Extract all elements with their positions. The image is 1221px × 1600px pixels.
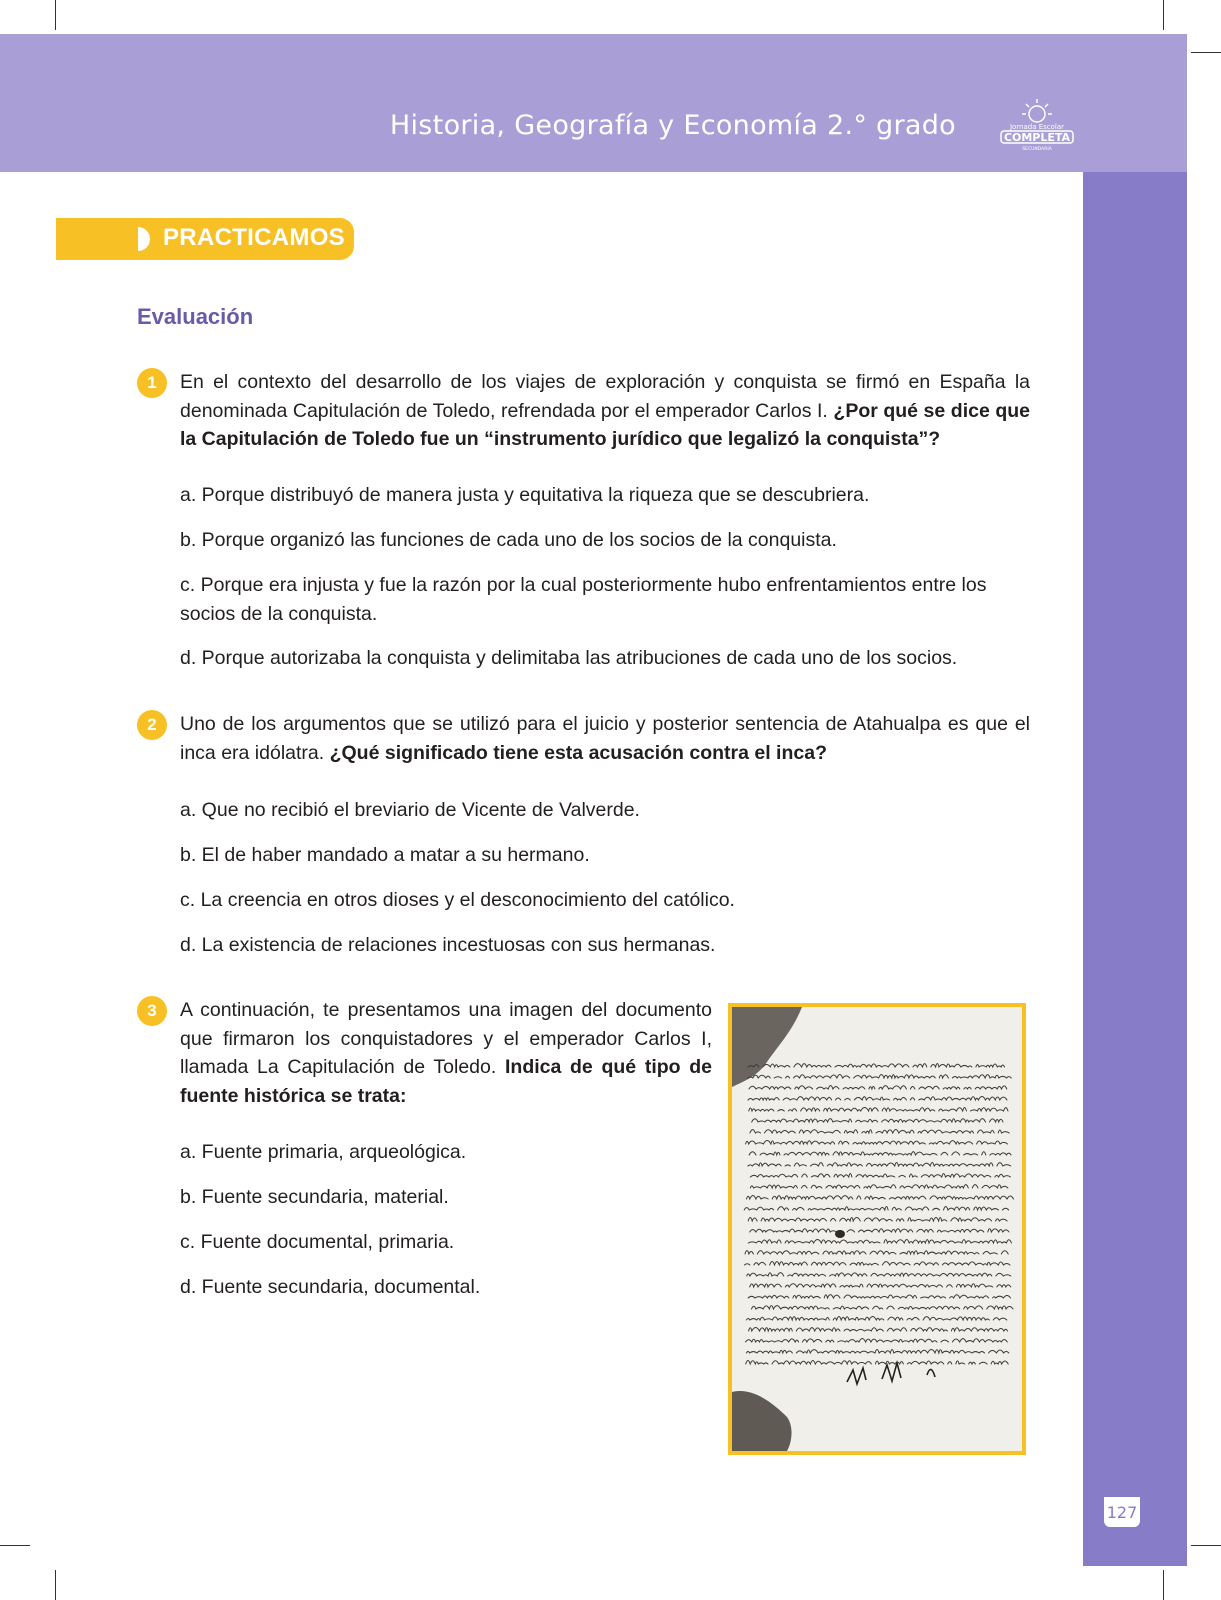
question-1-option-d[interactable]: d. Porque autorizaba la conquista y delimitaba las atribuciones de cada uno de los socios. [180,647,958,669]
crop-mark [0,1545,30,1546]
question-3-option-a[interactable]: a. Fuente primaria, arqueológica. [180,1141,467,1163]
crop-mark [55,0,56,30]
capitulacion-de-toledo-document-image [728,1003,1026,1455]
page-number: 127 [1104,1497,1140,1527]
question-1-option-a[interactable]: a. Porque distribuyó de manera justa y equitativa la riqueza que se descubriera. [180,484,870,506]
banner-arrow-icon [138,227,150,251]
right-sidebar [1083,172,1187,1566]
question-number-badge: 3 [137,996,167,1026]
question-3-question: Indica de qué tipo de fuente histórica se trata: [180,1056,713,1107]
crop-mark [55,1570,56,1600]
question-2-option-b[interactable]: b. El de haber mandado a matar a su hermano. [180,844,590,866]
manuscript-illustration [732,1007,1022,1451]
question-number-badge: 2 [137,710,167,740]
svg-text:Jornada Escolar: Jornada Escolar [1009,123,1065,131]
crop-mark [1191,52,1221,53]
crop-mark [1163,1570,1164,1600]
question-2-question: ¿Qué significado tiene esta acusación contra el inca? [329,741,827,764]
jornada-escolar-completa-logo [996,96,1078,154]
question-2-option-d[interactable]: d. La existencia de relaciones incestuosas con sus hermanas. [180,934,716,956]
question-1-question: ¿Por qué se dice que la Capitulación de Toledo fue un “instrumento jurídico que legalizó la conquista”? [180,399,1031,450]
question-2-text [180,710,1030,767]
svg-text:SECUNDARIA: SECUNDARIA [1022,147,1052,152]
question-1-option-b[interactable]: b. Porque organizó las funciones de cada uno de los socios de la conquista. [180,529,837,551]
question-3-text [180,996,712,1110]
banner-title: PRACTICAMOS [163,224,345,251]
question-2-option-a[interactable]: a. Que no recibió el breviario de Vicente de Valverde. [180,799,640,821]
question-3-option-b[interactable]: b. Fuente secundaria, material. [180,1186,449,1208]
practicamos-banner [56,218,354,260]
section-heading: Evaluación [137,304,254,329]
question-1-prompt: En el contexto del desarrollo de los viajes de exploración y conquista se firmó en España la denominada Capitulación de Toledo, refrendada por el emperador Carlos I. [180,371,1030,422]
header-title: Historia, Geografía y Economía 2.° grado [389,110,956,141]
crop-mark [1191,1545,1221,1546]
question-number-badge: 1 [137,368,167,398]
svg-text:COMPLETA: COMPLETA [1003,131,1071,144]
question-1-text [180,368,1030,454]
question-3-option-c[interactable]: c. Fuente documental, primaria. [180,1231,455,1253]
question-3-prompt: A continuación, te presentamos una imagen del documento que firmaron los conquistadores y el emperador Carlos I, llamada La Capitulación de Toledo. [180,999,712,1078]
question-2-option-c[interactable]: c. La creencia en otros dioses y el desconocimiento del católico. [180,889,735,911]
question-1-option-c[interactable]: c. Porque era injusta y fue la razón por la cual posteriormente hubo enfrentamientos entre los socios de la conquista. [180,574,987,625]
crop-mark [1163,0,1164,30]
question-2-prompt: Uno de los argumentos que se utilizó para el juicio y posterior sentencia de Atahualpa es que el inca era idólatra. [180,713,1030,764]
question-3-option-d[interactable]: d. Fuente secundaria, documental. [180,1276,481,1298]
